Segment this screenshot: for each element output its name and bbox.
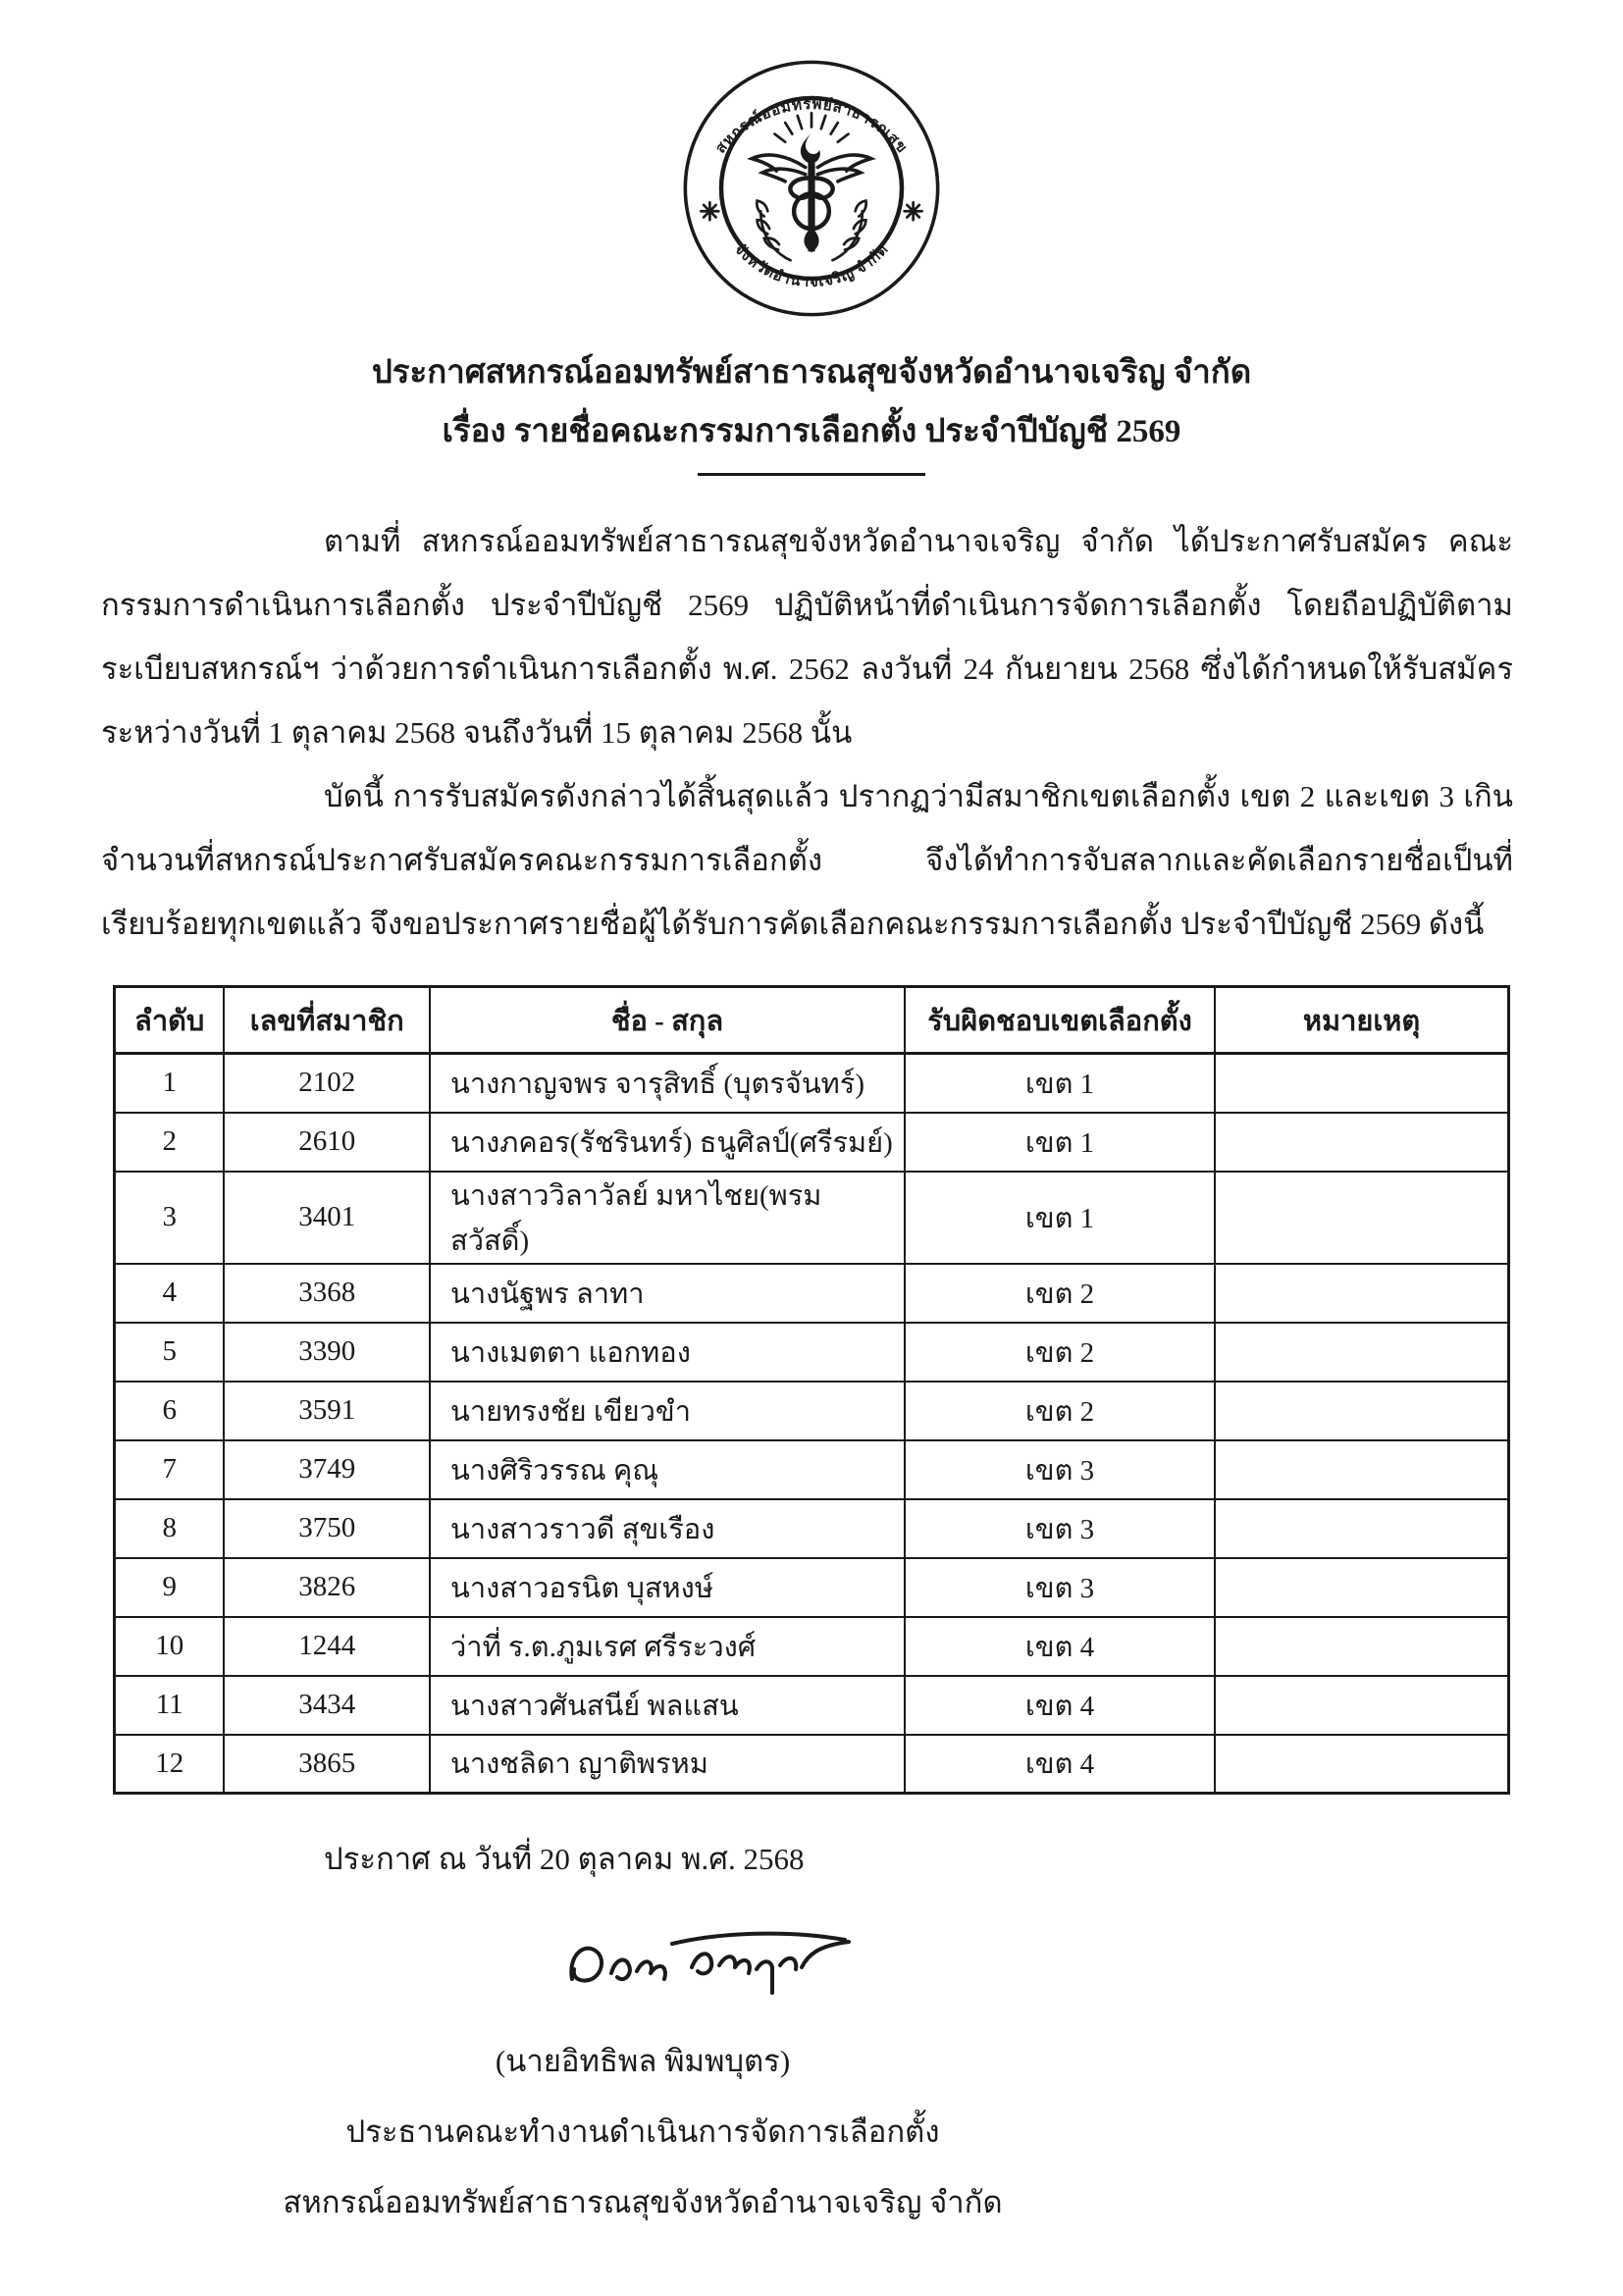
table-cell: นางศิริวรรณ คุณุ (430, 1440, 905, 1499)
table-cell: 9 (115, 1558, 225, 1617)
table-cell: เขต 3 (905, 1558, 1215, 1617)
table-row (115, 1054, 1509, 1113)
table-cell: 8 (115, 1499, 225, 1558)
table-cell: เขต 2 (905, 1264, 1215, 1323)
header-member-id: เลขที่สมาชิก (224, 987, 430, 1054)
staff-icon (808, 162, 814, 251)
signer-organization: สหกรณ์ออมทรัพย์สาธารณสุขจังหวัดอำนาจเจริญ จำกัด (283, 2185, 1003, 2219)
seal-bottom-text: จังหวัดอำนาจเจริญ จำกัด (731, 240, 892, 291)
table-cell: นางสาววิลาวัลย์ มหาไชย(พรมสวัสดิ์) (430, 1172, 905, 1264)
title-line-1: ประกาศสหกรณ์ออมทรัพย์สาธารณสุขจังหวัดอำนาจเจริญ จำกัด (371, 355, 1252, 391)
table-cell: 11 (115, 1676, 225, 1735)
table-cell: นางนัฐพร ลาทา (430, 1264, 905, 1323)
table-row (115, 1323, 1509, 1382)
election-committee-table (113, 985, 1510, 1795)
table-cell: 3591 (224, 1382, 430, 1440)
table-cell: นางเมตตา แอกทอง (430, 1323, 905, 1382)
table-cell: เขต 4 (905, 1735, 1215, 1794)
table-row (115, 1440, 1509, 1499)
table-cell: เขต 1 (905, 1054, 1215, 1113)
table-cell: 3390 (224, 1323, 430, 1382)
torch-flame-icon (801, 132, 820, 164)
table-row (115, 1617, 1509, 1676)
table-cell (1215, 1113, 1508, 1172)
title-line-2: เรื่อง รายชื่อคณะกรรมการเลือกตั้ง ประจำปีบัญชี 2569 (442, 414, 1181, 449)
cooperative-seal-logo (680, 57, 943, 320)
table-cell (1215, 1054, 1508, 1113)
table-cell: 5 (115, 1323, 225, 1382)
table-cell: 3401 (224, 1172, 430, 1264)
table-cell: 12 (115, 1735, 225, 1794)
paragraph-2: บัดนี้ การรับสมัครดังกล่าวได้สิ้นสุดแล้ว ปรากฏว่ามีสมาชิกเขตเลือกตั้ง เขต 2 และเขต 3 เกินจำนวนที่สหกรณ์ประกาศรับสมัครคณะกรรมการเลือกตั้ง จึงได้ทำการจับสลากและคัดเลือกรายชื่อเป็นที่เรียบร้อยทุกเขตแล้ว จึงขอประกาศรายชื่อผู้ได้รับการคัดเลือกคณะกรรมการเลือกตั้ง ประจำปีบัญชี 2569 ดังนี้ (101, 779, 1513, 941)
table-cell (1215, 1323, 1508, 1382)
table-cell: นางสาวศันสนีย์ พลแสน (430, 1676, 905, 1735)
table-cell: เขต 2 (905, 1323, 1215, 1382)
table-cell: เขต 1 (905, 1113, 1215, 1172)
table-cell: 1244 (224, 1617, 430, 1676)
table-cell (1215, 1440, 1508, 1499)
table-cell: 3826 (224, 1558, 430, 1617)
table-cell (1215, 1499, 1508, 1558)
table-cell (1215, 1558, 1508, 1617)
table-cell: 3434 (224, 1676, 430, 1735)
table-cell: เขต 4 (905, 1676, 1215, 1735)
document-title (0, 343, 1623, 476)
table-row (115, 1172, 1509, 1264)
header-zone: รับผิดชอบเขตเลือกตั้ง (905, 987, 1215, 1054)
table-cell (1215, 1172, 1508, 1264)
table-row (115, 1382, 1509, 1440)
signer-title: ประธานคณะทำงานดำเนินการจัดการเลือกตั้ง (345, 2114, 940, 2149)
table-cell: นางสาวราวดี สุขเรือง (430, 1499, 905, 1558)
signature-block (260, 1922, 1025, 2238)
election-committee-table-body (115, 1054, 1509, 1794)
table-cell: 3749 (224, 1440, 430, 1499)
title-divider (698, 473, 925, 476)
table-cell (1215, 1735, 1508, 1794)
table-cell: 10 (115, 1617, 225, 1676)
table-cell: 3750 (224, 1499, 430, 1558)
table-row (115, 1264, 1509, 1323)
table-cell: นายทรงชัย เขียวขำ (430, 1382, 905, 1440)
table-cell (1215, 1617, 1508, 1676)
table-cell: 2102 (224, 1054, 430, 1113)
table-row (115, 1499, 1509, 1558)
table-cell: 6 (115, 1382, 225, 1440)
seal-icon (680, 57, 943, 320)
table-cell: 1 (115, 1054, 225, 1113)
header-name: ชื่อ - สกุล (430, 987, 905, 1054)
document-body (101, 509, 1513, 956)
table-cell: เขต 2 (905, 1382, 1215, 1440)
table-cell: นางกาญจพร จารุสิทธิ์ (บุตรจันทร์) (430, 1054, 905, 1113)
table-header-row (115, 987, 1509, 1054)
table-cell: เขต 4 (905, 1617, 1215, 1676)
table-cell: นางชลิดา ญาติพรหม (430, 1735, 905, 1794)
signer-name: (นายอิทธิพล พิมพบุตร) (495, 2044, 791, 2078)
table-row (115, 1113, 1509, 1172)
table-cell: 4 (115, 1264, 225, 1323)
table-cell: 2 (115, 1113, 225, 1172)
table-cell: เขต 3 (905, 1499, 1215, 1558)
table-cell: นางภคอร(รัชรินทร์) ธนูศิลป์(ศรีรมย์) (430, 1113, 905, 1172)
table-cell: 7 (115, 1440, 225, 1499)
paragraph-1: ตามที่ สหกรณ์ออมทรัพย์สาธารณสุขจังหวัดอำนาจเจริญ จำกัด ได้ประกาศรับสมัคร คณะกรรมการดำเนินการเลือกตั้ง ประจำปีบัญชี 2569 ปฏิบัติหน้าที่ดำเนินการจัดการเลือกตั้ง โดยถือปฏิบัติตามระเบียบสหกรณ์ฯ ว่าด้วยการดำเนินการเลือกตั้ง พ.ศ. 2562 ลงวันที่ 24 กันยายน 2568 ซึ่งได้กำหนดให้รับสมัครระหว่างวันที่ 1 ตุลาคม 2568 จนถึงวันที่ 15 ตุลาคม 2568 นั้น (101, 524, 1513, 750)
table-row (115, 1558, 1509, 1617)
handwritten-signature (554, 1922, 868, 2020)
seal-top-text: สหกรณ์ออมทรัพย์สาธารณสุข (711, 95, 912, 157)
header-note: หมายเหตุ (1215, 987, 1508, 1054)
table-cell: เขต 3 (905, 1440, 1215, 1499)
table-cell (1215, 1264, 1508, 1323)
table-row (115, 1676, 1509, 1735)
flame-rays-icon (774, 113, 848, 141)
table-cell: 2610 (224, 1113, 430, 1172)
table-row (115, 1735, 1509, 1794)
header-order: ลำดับ (115, 987, 225, 1054)
table-cell: 3 (115, 1172, 225, 1264)
table-cell: เขต 1 (905, 1172, 1215, 1264)
table-cell: 3368 (224, 1264, 430, 1323)
table-cell (1215, 1382, 1508, 1440)
announcement-date-line: ประกาศ ณ วันที่ 20 ตุลาคม พ.ศ. 2568 (324, 1842, 805, 1876)
table-cell: 3865 (224, 1735, 430, 1794)
table-cell: ว่าที่ ร.ต.ภูมเรศ ศรีระวงศ์ (430, 1617, 905, 1676)
table-cell: นางสาวอรนิต บุสหงษ์ (430, 1558, 905, 1617)
table-cell (1215, 1676, 1508, 1735)
